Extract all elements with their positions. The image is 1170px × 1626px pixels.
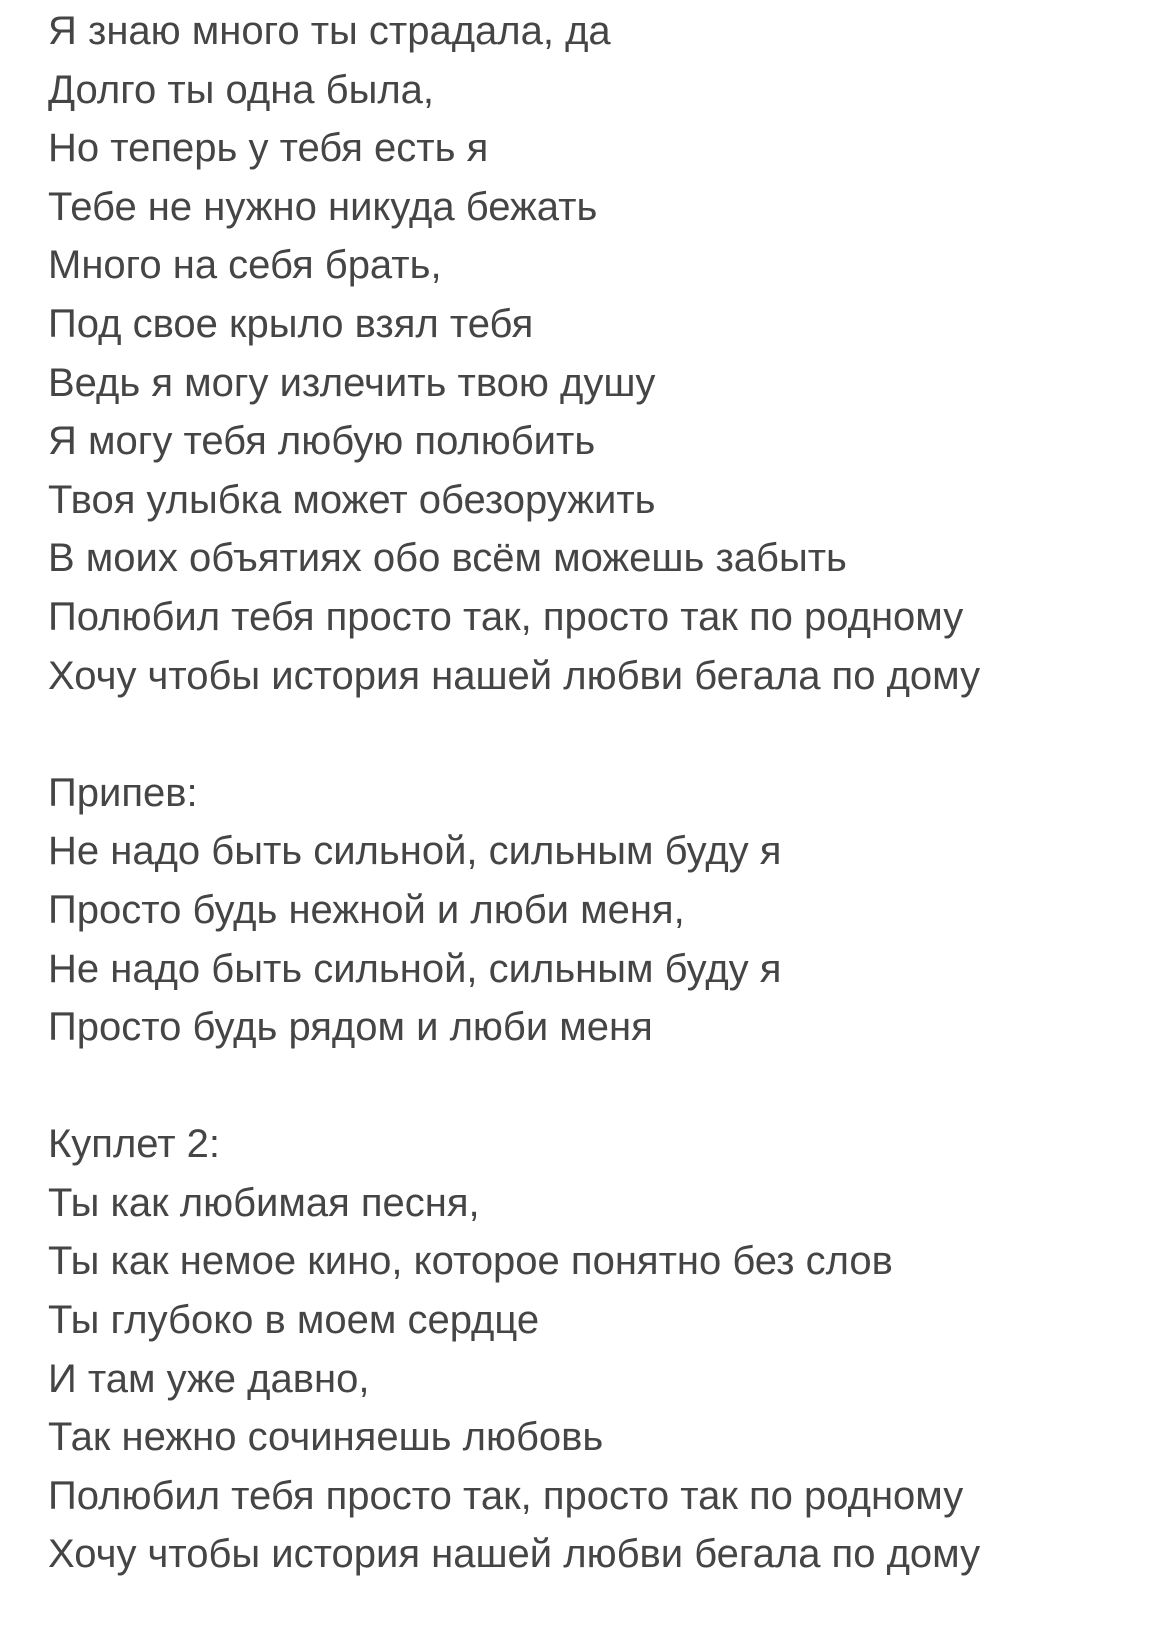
- lyric-line: Я могу тебя любую полюбить: [48, 419, 596, 464]
- lyric-line: Так нежно сочиняешь любовь: [48, 1415, 604, 1460]
- lyric-line: Но теперь у тебя есть я: [48, 126, 489, 171]
- lyric-line: Не надо быть сильной, сильным буду я: [48, 829, 782, 874]
- lyric-line: Ведь я могу излечить твою душу: [48, 360, 656, 405]
- lyric-line: Просто будь рядом и люби меня: [48, 1005, 653, 1050]
- lyric-line: Под свое крыло взял тебя: [48, 301, 534, 346]
- lyric-line: Долго ты одна была,: [48, 67, 435, 112]
- stanza-gap: [48, 1057, 1148, 1116]
- lyrics-text: [48, 0, 1148, 1584]
- lyric-line: Хочу чтобы история нашей любви бегала по дому: [48, 653, 981, 698]
- lyric-line: И там уже давно,: [48, 1356, 370, 1401]
- lyric-line: Хочу чтобы история нашей любви бегала по дому: [48, 1532, 981, 1577]
- lyric-line: Много на себя брать,: [48, 243, 442, 288]
- lyric-line: Просто будь нежной и люби меня,: [48, 887, 685, 932]
- lyric-line: Ты глубоко в моем сердце: [48, 1298, 540, 1343]
- lyric-line: Ты как любимая песня,: [48, 1180, 480, 1225]
- lyric-line: Ты как немое кино, которое понятно без слов: [48, 1239, 893, 1284]
- lyric-line: Твоя улыбка может обезоружить: [48, 477, 656, 522]
- chorus-heading: Припев:: [48, 770, 198, 815]
- lyric-line: Тебе не нужно никуда бежать: [48, 184, 598, 229]
- chorus: [48, 764, 1148, 1057]
- verse-1: [48, 2, 1148, 705]
- lyric-line: Полюбил тебя просто так, просто так по родному: [48, 594, 964, 639]
- lyric-line: Я знаю много ты страдала, да: [48, 9, 611, 53]
- stanza-gap: [48, 705, 1148, 764]
- lyric-line: В моих объятиях обо всём можешь забыть: [48, 536, 847, 581]
- verse-2: [48, 1115, 1148, 1584]
- verse-2-heading: Куплет 2:: [48, 1122, 221, 1167]
- lyric-line: Полюбил тебя просто так, просто так по родному: [48, 1473, 964, 1518]
- lyric-line: Не надо быть сильной, сильным буду я: [48, 946, 782, 991]
